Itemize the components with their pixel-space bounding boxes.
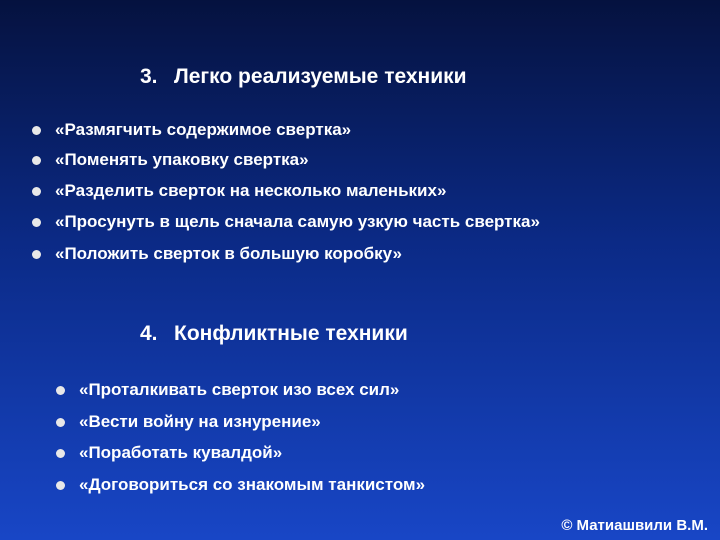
section-4-heading [140,322,408,346]
list-item [32,145,309,175]
list-item [56,407,321,437]
bullet-icon [32,250,41,259]
list-item [32,176,446,206]
list-item [56,375,399,405]
list-item [32,239,402,269]
section-4-number: 4. [140,322,158,345]
bullet-icon [56,449,65,458]
bullet-icon [32,218,41,227]
copyright-text: © Матиашвили В.М. [561,517,708,534]
section-3-number: 3. [140,65,158,88]
list-item [56,438,282,468]
section-4-title: Конфликтные техники [174,322,408,345]
list-item [32,115,351,145]
bullet-icon [32,187,41,196]
list-item-text: «Поработать кувалдой» [79,443,283,462]
bullet-icon [56,481,65,490]
bullet-icon [32,156,41,165]
section-3-heading [140,65,467,89]
list-item [32,207,540,237]
list-item [56,470,425,500]
bullet-icon [56,386,65,395]
bullet-icon [32,126,41,135]
list-item-text: «Просунуть в щель сначала самую узкую часть свертка» [55,212,540,231]
list-item-text: «Проталкивать сверток изо всех сил» [79,380,400,399]
list-item-text: «Размягчить содержимое свертка» [55,120,352,139]
list-item-text: «Разделить сверток на несколько маленьких» [55,181,447,200]
list-item-text: «Положить сверток в большую коробку» [55,244,402,263]
bullet-icon [56,418,65,427]
section-3-title: Легко реализуемые техники [174,65,467,88]
list-item-text: «Поменять упаковку свертка» [55,150,309,169]
list-item-text: «Вести войну на изнурение» [79,412,321,431]
list-item-text: «Договориться со знакомым танкистом» [79,475,426,494]
